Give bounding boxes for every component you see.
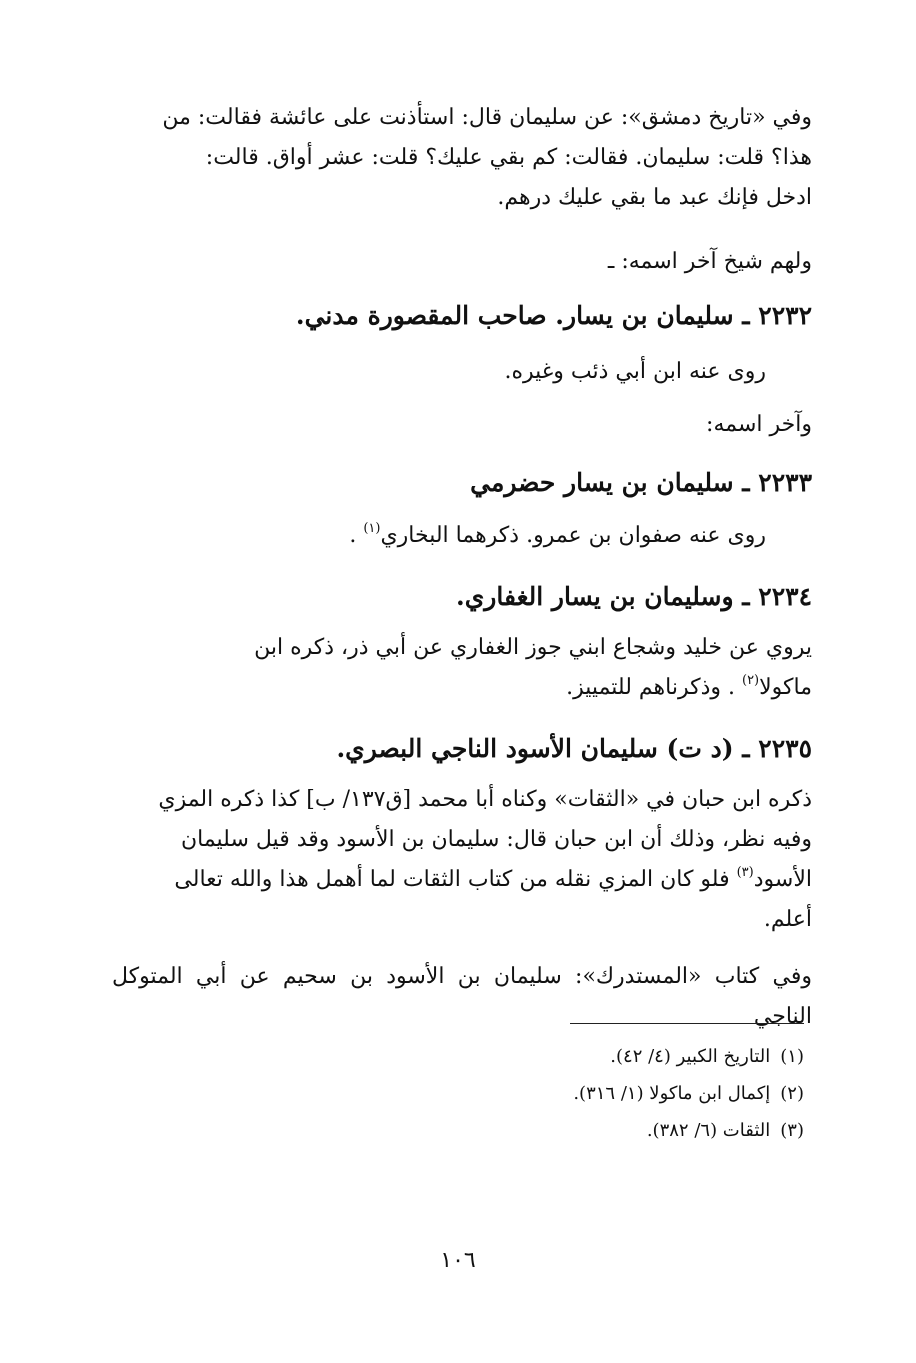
entry-body-line: ذكره ابن حبان في «الثقات» وكناه أبا محمد [ق١٣٧/ ب] كذا ذكره المزي [158, 787, 812, 812]
entry-body-line: وفيه نظر، وذلك أن ابن حبان قال: سليمان بن الأسود وقد قيل سليمان [180, 827, 812, 852]
page-number: ١٠٦ [440, 1248, 476, 1273]
intro-line: هذا؟ قلت: سليمان. فقالت: كم بقي عليك؟ قلت: عشر أواق. قالت: [205, 145, 812, 170]
footnote-number: (٣) [780, 1120, 804, 1141]
footnote-item [404, 1112, 804, 1149]
entry-body-text: . وذكرناهم للتمييز. [566, 675, 742, 700]
entry-body-line: يروي عن خليد وشجاع ابني جوز الغفاري عن أبي ذر، ذكره ابن [254, 635, 812, 660]
entry-body-text: . [349, 523, 364, 548]
footnote-text: الثقات (٦/ ٣٨٢). [646, 1120, 771, 1141]
entry-body-text: ماكولا [759, 675, 812, 700]
entry-body: روى عنه ابن أبي ذئب وغيره. [504, 359, 766, 384]
entry-note: وآخر اسمه: [706, 412, 812, 437]
footnote-text: إكمال ابن ماكولا (١/ ٣١٦). [573, 1083, 771, 1104]
entry-body-line [112, 668, 812, 708]
footnote-ref[interactable]: (٢) [741, 672, 760, 688]
entry-body-text: الأسود [753, 867, 812, 892]
entry-body [112, 628, 812, 708]
footnote-ref[interactable]: (٣) [736, 864, 754, 880]
entry-heading: ٢٢٣٥ ـ (د ت) سليمان الأسود الناجي البصري. [336, 734, 812, 763]
intro-line: وفي «تاريخ دمشق»: عن سليمان قال: استأذنت على عائشة فقالت: من [162, 105, 812, 130]
entry-heading: ٢٢٣٢ ـ سليمان بن يسار. صاحب المقصورة مدني. [295, 301, 812, 330]
entry-body-line [112, 860, 812, 900]
footnote-ref[interactable]: (١) [363, 520, 381, 536]
entry-body-text: فلو كان المزي نقله من كتاب الثقات لما أهمل هذا والله تعالى [174, 867, 737, 892]
entry-body-text: روى عنه صفوان بن عمرو. ذكرهما البخاري [380, 523, 766, 548]
entry-body [112, 780, 812, 940]
footnote-item [404, 1038, 804, 1075]
other-shaykh-line: ولهم شيخ آخر اسمه: ـ [607, 249, 812, 274]
entry-heading: ٢٢٣٤ ـ وسليمان بن يسار الغفاري. [455, 582, 812, 611]
footnote-number: (٢) [780, 1083, 804, 1104]
intro-line: ادخل فإنك عبد ما بقي عليك درهم. [497, 185, 812, 210]
footnote-text: التاريخ الكبير (٤/ ٤٢). [610, 1046, 771, 1067]
footnote-divider [570, 1023, 804, 1024]
entry-heading: ٢٢٣٣ ـ سليمان بن يسار حضرمي [470, 468, 812, 497]
footnote-number: (١) [780, 1046, 804, 1067]
footnotes [404, 1038, 804, 1149]
entry-body-line: وفي كتاب «المستدرك»: سليمان بن الأسود بن سحيم عن أبي المتوكل الناجي [112, 964, 812, 1029]
intro-paragraph [112, 98, 812, 218]
footnote-item [404, 1075, 804, 1112]
entry-body [116, 516, 766, 556]
entry-body-line: أعلم. [763, 907, 812, 932]
